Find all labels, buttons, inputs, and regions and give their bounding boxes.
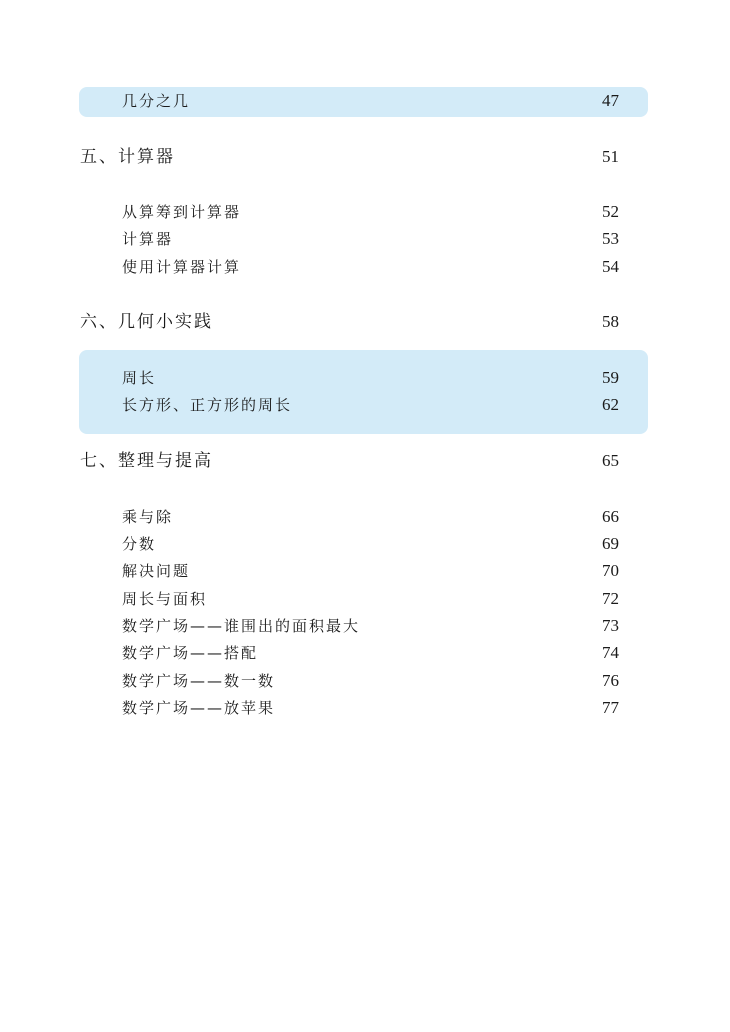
toc-entry[interactable] bbox=[122, 559, 619, 583]
toc-entry[interactable] bbox=[122, 89, 619, 113]
toc-entry-title: 周长与面积 bbox=[122, 590, 208, 608]
toc-entry-title: 分数 bbox=[122, 535, 157, 553]
toc-entry-page: 74 bbox=[602, 643, 619, 662]
toc-entry-title: 使用计算器计算 bbox=[122, 258, 242, 276]
toc-entry-title: 乘与除 bbox=[122, 508, 174, 526]
toc-entry-page: 54 bbox=[602, 257, 619, 276]
toc-chapter[interactable] bbox=[80, 310, 619, 334]
toc-entry[interactable] bbox=[122, 614, 619, 638]
toc-entry[interactable] bbox=[122, 255, 619, 279]
toc-entry[interactable] bbox=[122, 587, 619, 611]
toc-entry[interactable] bbox=[122, 532, 619, 556]
toc-entry-title: 数学广场——谁围出的面积最大 bbox=[122, 617, 361, 635]
toc-entry[interactable] bbox=[122, 696, 619, 720]
toc-entry[interactable] bbox=[122, 393, 619, 417]
toc-entry-page: 69 bbox=[602, 534, 619, 553]
toc-entry-page: 72 bbox=[602, 589, 619, 608]
toc-entry-page: 76 bbox=[602, 671, 619, 690]
toc-entry[interactable] bbox=[122, 669, 619, 693]
toc-entry-title: 解决问题 bbox=[122, 562, 191, 580]
toc-entry[interactable] bbox=[122, 227, 619, 251]
toc-chapter-page: 51 bbox=[602, 147, 619, 166]
toc-entry-title: 数学广场——搭配 bbox=[122, 644, 259, 662]
toc-entry-page: 53 bbox=[602, 229, 619, 248]
toc-entry-page: 73 bbox=[602, 616, 619, 635]
toc-chapter-title: 七、整理与提高 bbox=[80, 451, 213, 471]
toc-entry-title: 计算器 bbox=[122, 230, 174, 248]
toc-entry-page: 52 bbox=[602, 202, 619, 221]
toc-entry[interactable] bbox=[122, 641, 619, 665]
toc-entry-page: 47 bbox=[602, 91, 619, 110]
toc-entry-page: 66 bbox=[602, 507, 619, 526]
toc-entry[interactable] bbox=[122, 200, 619, 224]
toc-entry-title: 数学广场——数一数 bbox=[122, 672, 276, 690]
toc-entry-page: 77 bbox=[602, 698, 619, 717]
toc-entry-page: 62 bbox=[602, 395, 619, 414]
toc-entry[interactable] bbox=[122, 366, 619, 390]
toc-entry-page: 59 bbox=[602, 368, 619, 387]
toc-entry-title: 几分之几 bbox=[122, 92, 191, 110]
toc-entry-title: 长方形、正方形的周长 bbox=[122, 396, 293, 414]
toc-chapter-title: 五、计算器 bbox=[80, 147, 175, 167]
toc-chapter-page: 58 bbox=[602, 312, 619, 331]
toc-entry[interactable] bbox=[122, 505, 619, 529]
toc-entry-title: 周长 bbox=[122, 369, 157, 387]
toc-entry-title: 从算筹到计算器 bbox=[122, 203, 242, 221]
toc-chapter[interactable] bbox=[80, 145, 619, 169]
toc-entry-page: 70 bbox=[602, 561, 619, 580]
toc-chapter-title: 六、几何小实践 bbox=[80, 312, 213, 332]
toc-chapter[interactable] bbox=[80, 449, 619, 473]
highlight-box-perimeter bbox=[79, 350, 648, 434]
toc-chapter-page: 65 bbox=[602, 451, 619, 470]
toc-entry-title: 数学广场——放苹果 bbox=[122, 699, 276, 717]
